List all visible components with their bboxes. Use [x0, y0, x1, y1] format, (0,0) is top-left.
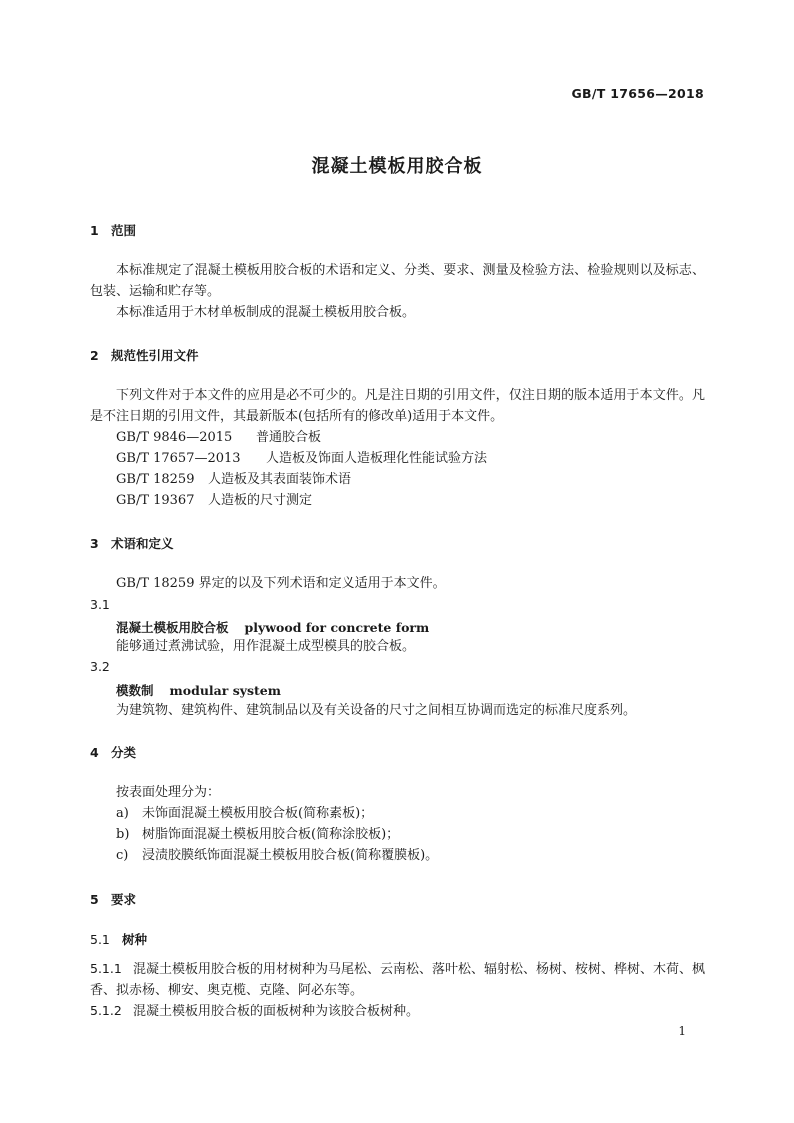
section-1-paragraph-2: 本标准适用于木材单板制成的混凝土模板用胶合板。 — [116, 305, 416, 320]
term-heading — [116, 617, 429, 636]
reference-title: 普通胶合板 — [256, 430, 322, 445]
section-title: 要求 — [111, 892, 137, 907]
subsection-title: 树种 — [122, 932, 148, 947]
section-number: 5 — [90, 892, 99, 907]
list-text: 浸渍胶膜纸饰面混凝土模板用胶合板(简称覆膜板)。 — [142, 848, 439, 863]
section-2-heading — [90, 346, 199, 364]
clause-text: 混凝土模板用胶合板的用材树种为马尾松、云南松、落叶松、辐射松、杨树、桉树、桦树、木荷、枫香、拟赤杨、柳安、奥克榄、克隆、阿必东等。 — [90, 962, 706, 998]
term-chinese: 混凝土模板用胶合板 — [116, 620, 229, 635]
section-1-heading — [90, 221, 136, 239]
list-label: c) — [116, 848, 129, 863]
reference-title: 人造板及其表面装饰术语 — [208, 472, 352, 487]
section-title: 分类 — [111, 745, 137, 760]
list-item — [116, 824, 399, 845]
clause-5-1-2 — [90, 1000, 705, 1022]
reference-code: GB/T 19367 — [116, 493, 195, 508]
document-title: 混凝土模板用胶合板 — [311, 156, 483, 177]
section-4-heading — [90, 743, 136, 761]
list-label: a) — [116, 806, 129, 821]
list-text: 未饰面混凝土模板用胶合板(简称素板)； — [142, 806, 374, 821]
reference-item — [116, 427, 321, 448]
section-2-paragraph-1: 下列文件对于本文件的应用是必不可少的。凡是注日期的引用文件，仅注日期的版本适用于本文件。凡是不注日期的引用文件，其最新版本(包括所有的修改单)适用于本文件。 — [90, 388, 705, 424]
list-item — [116, 845, 438, 866]
term-definition: 能够通过煮沸试验，用作混凝土成型模具的胶合板。 — [116, 639, 416, 654]
section-title: 规范性引用文件 — [111, 348, 199, 363]
clause-5-1-1 — [90, 958, 705, 1001]
subsection-5-1-heading — [90, 930, 147, 948]
list-item — [116, 803, 373, 824]
term-number: 3.2 — [90, 659, 110, 674]
section-number: 2 — [90, 348, 99, 363]
term-english: modular system — [169, 683, 281, 698]
list-text: 树脂饰面混凝土模板用胶合板(简称涂胶板)； — [142, 827, 400, 842]
reference-code: GB/T 17657—2013 — [116, 451, 241, 466]
clause-text: 混凝土模板用胶合板的面板树种为该胶合板树种。 — [133, 1004, 420, 1019]
term-chinese: 模数制 — [116, 683, 154, 698]
page-number: 1 — [678, 1024, 686, 1038]
section-number: 3 — [90, 536, 99, 551]
section-3-heading — [90, 534, 174, 552]
reference-item — [116, 469, 351, 490]
reference-code: GB/T 18259 — [116, 472, 195, 487]
list-label: b) — [116, 827, 130, 842]
reference-item — [116, 490, 312, 511]
term-english: plywood for concrete form — [244, 620, 430, 635]
section-4-paragraph-1: 按表面处理分为： — [116, 785, 221, 800]
reference-item — [116, 448, 487, 469]
term-number: 3.1 — [90, 597, 110, 612]
section-5-heading — [90, 890, 136, 908]
section-number: 4 — [90, 745, 99, 760]
section-title: 术语和定义 — [111, 536, 174, 551]
term-heading — [116, 680, 281, 699]
standard-code: GB/T 17656—2018 — [571, 86, 704, 101]
section-number: 1 — [90, 223, 99, 238]
term-definition: 为建筑物、建筑构件、建筑制品以及有关设备的尺寸之间相互协调而选定的标准尺度系列。 — [116, 703, 637, 718]
clause-number: 5.1.2 — [90, 1003, 122, 1018]
reference-title: 人造板的尺寸测定 — [208, 493, 313, 508]
subsection-number: 5.1 — [90, 932, 110, 947]
section-3-paragraph-1: GB/T 18259 界定的以及下列术语和定义适用于本文件。 — [116, 576, 446, 591]
reference-title: 人造板及饰面人造板理化性能试验方法 — [266, 451, 488, 466]
section-1-paragraph-1: 本标准规定了混凝土模板用胶合板的术语和定义、分类、要求、测量及检验方法、检验规则以及标志、包装、运输和贮存等。 — [90, 263, 705, 299]
reference-code: GB/T 9846—2015 — [116, 430, 233, 445]
clause-number: 5.1.1 — [90, 961, 122, 976]
section-title: 范围 — [111, 223, 137, 238]
